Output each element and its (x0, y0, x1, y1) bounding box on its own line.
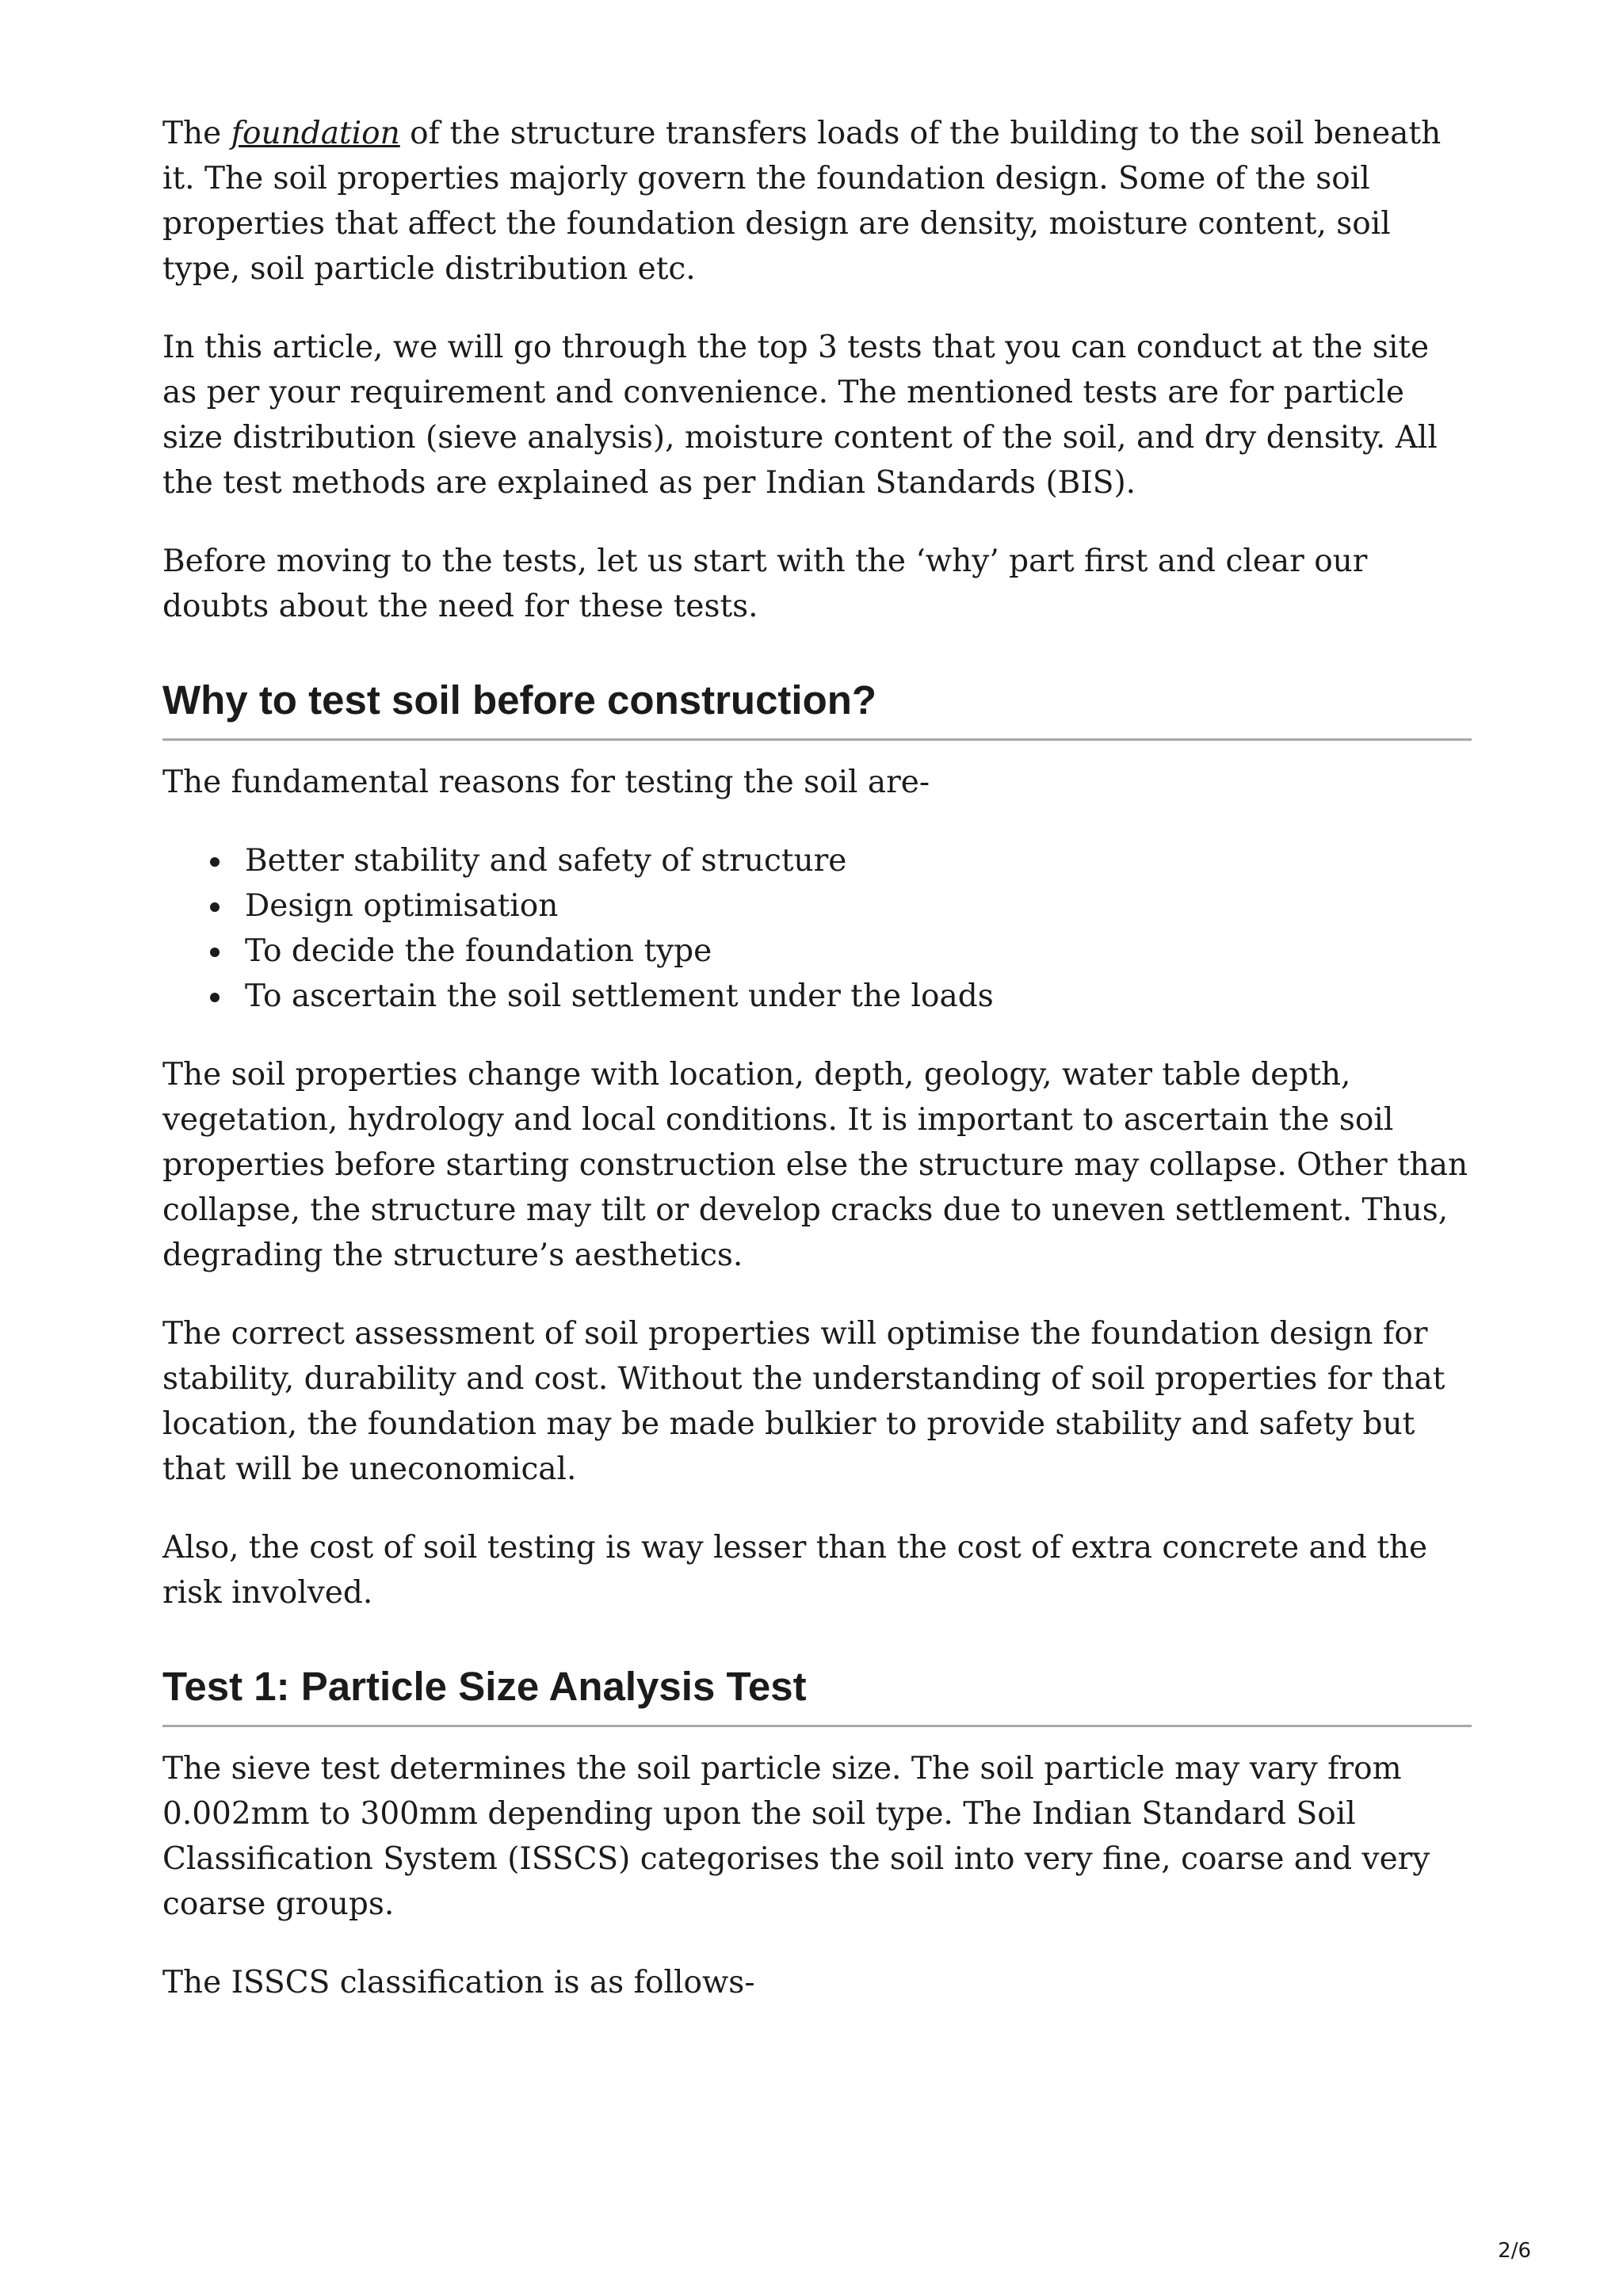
heading-why-test-soil: Why to test soil before construction? (162, 677, 1472, 741)
reasons-list (162, 838, 1472, 1019)
intro-paragraph-3: Before moving to the tests, let us start with the ‘why’ part first and clear our doubts about the need for these tests. (162, 543, 1368, 624)
list-item-text: Better stability and safety of structure (245, 843, 847, 879)
list-item (162, 838, 1472, 883)
why-lead-paragraph: The fundamental reasons for testing the soil are- (162, 765, 930, 800)
test1-paragraph-1: The sieve test determines the soil particle size. The soil particle may vary from 0.002mm to 300mm depending upon the soil type. The Indian Standard Soil Classification System (ISSCS) categorises the soil into very fine, coarse and very coarse groups. (162, 1751, 1430, 1922)
foundation-link[interactable]: foundation (231, 116, 400, 151)
list-item (162, 929, 1472, 974)
intro-paragraph-1 (162, 111, 1472, 292)
intro-text-before-link: The (162, 116, 231, 151)
list-item (162, 974, 1472, 1019)
test1-paragraph-2: The ISSCS classification is as follows- (162, 1965, 755, 2000)
list-item-text: To ascertain the soil settlement under the loads (245, 978, 994, 1014)
intro-text-after-link: of the structure transfers loads of the building to the soil beneath it. The soil properties majorly govern the foundation design. Some of the soil properties that affect the foundation design are density, moisture content, soil type, soil particle distribution etc. (162, 116, 1442, 287)
document-page (162, 111, 1472, 2039)
list-item-text: To decide the foundation type (245, 933, 712, 969)
heading-test-1: Test 1: Particle Size Analysis Test (162, 1663, 1472, 1727)
intro-paragraph-2: In this article, we will go through the top 3 tests that you can conduct at the site as per your requirement and convenience. The mentioned tests are for particle size distribution (sieve analysis), moisture content of the soil, and dry density. All the test methods are explained as per Indian Standards (BIS). (162, 330, 1438, 501)
bullet-icon (210, 948, 220, 957)
bullet-icon (210, 902, 220, 912)
why-paragraph-3: Also, the cost of soil testing is way lesser than the cost of extra concrete and the risk involved. (162, 1530, 1428, 1611)
why-paragraph-1: The soil properties change with location, depth, geology, water table depth, vegetation, hydrology and local conditions. It is important to ascertain the soil properties before starting construction else the structure may collapse. Other than collapse, the structure may tilt or develop cracks due to uneven settlement. Thus, degrading the structure’s aesthetics. (162, 1057, 1468, 1273)
bullet-icon (210, 993, 220, 1002)
why-paragraph-2: The correct assessment of soil properties will optimise the foundation design for stability, durability and cost. Without the understanding of soil properties for that location, the foundation may be made bulkier to provide stability and safety but that will be uneconomical. (162, 1316, 1445, 1487)
list-item-text: Design optimisation (245, 888, 559, 924)
list-item (162, 883, 1472, 929)
page-number: 2/6 (1498, 2239, 1531, 2263)
bullet-icon (210, 857, 220, 867)
